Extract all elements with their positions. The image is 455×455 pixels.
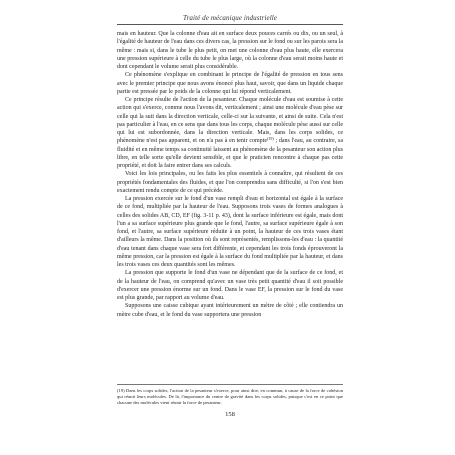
page-number: 158 <box>225 411 235 418</box>
paragraph-text: Ce principe résulte de l'action de la pesanteur. Chaque molécule d'eau est soumise à cette action qui s'exerce, comme nous l'avons dit, verticalement ; ainsi une molécule d'eau pèse sur celle qui la suit dans la direction verticale, celle-ci sur la suivante, et ainsi de suite. Cela n'est pas particulier à l'eau, en ce sens que dans tous les corps, chaque molécule pèse aussi sur celle qui lui est subordonnée, dans la direction verticale. Mais, dans les corps solides, ce phénomène n'est pas apparent, et on n'a pas à en tenir compte <box>117 97 343 145</box>
paragraph: Supposons une caisse cubique ayant intérieurement un mètre de côté ; elle contiendra un mètre cube d'eau, et le fond du vase supportera une pression <box>117 303 343 318</box>
header-rule <box>117 24 343 25</box>
footnote-marker: (19) <box>117 388 125 393</box>
footnote-text: Dans les corps solides, l'action de la pesanteur s'exerce, pour ainsi dire, en commun, à cause de la force de cohésion qui réunit leurs molécules. De là, l'importance du centre de gravité dans les corps solides, puisque c'est en ce point que chacune des molécules vient réunir la force de pesanteur. <box>117 388 343 406</box>
paragraph: La pression exercée sur le fond d'un vase rempli d'eau et horizontal est égale à la surface de ce fond, multipliée par la hauteur de l'eau. Supposons trois vases de formes analogues à celles des solides AB, CD, EF (fig. 3-11 p. 43), dont la surface inférieure est égale, mais dont l'un a sa surface supérieure plus grande que le fond, l'autre, sa surface supérieure égale à son fond, et l'autre, sa surface supérieure réduite à un point, la hauteur de ces trois vases étant d'ailleurs la même. Dans la position où ils sont représentés, remplissons-les d'eau : la quantité d'eau tenant dans chaque vase sera fort différente, et cependant les trois fonds éprouveront la même pression, car la pression est égale à la surface du fond multipliée par la hauteur, et dans les trois vases ces deux quantités sont les mêmes. <box>117 196 343 268</box>
footnote-reference[interactable]: (19) <box>267 136 274 142</box>
body-text <box>117 30 343 319</box>
paragraph-text-continued: ; dans l'eau, au contraire, sa fluidité et en même temps sa continuité laissent au phénomène de la pesanteur son action plus libre, en telle sorte qu'elle devient sensible, et que le praticien rencontre à chaque pas cette propriété, et doit la faire entrer dans ses calculs. <box>117 138 343 169</box>
paragraph: La pression que supporte le fond d'un vase ne dépendant que de la surface de ce fond, et de la hauteur de l'eau, on comprend qu'avec un vase très petit quantité d'eau il soit possible d'exercer une pression énorme sur un fond. Dans le vase EF, la pression sur le fond du vase est plus grande, par rapport au volume d'eau. <box>117 270 343 301</box>
paragraph <box>117 96 343 170</box>
running-title: Traité de mécanique industrielle <box>183 14 277 22</box>
paragraph: Voici les lois principales, ou les faits les plus essentiels à connaître, qui résultent de ces propriétés fondamentales des fluides, et que l'on comprendra sans difficulté, si l'on s'est bien exactement rendu compte de ce qui précède. <box>117 171 343 194</box>
paragraph: mais en hauteur. Que la colonne d'eau ait en surface deux pouces carrés ou dix, ou un seul, à l'égalité de hauteur de l'eau dans ces divers cas, la pression sur le fond ou sur les parois sera la même : mais si, dans le tube le plus petit, on met une colonne d'eau plus haute, elle exercera une pression supérieure à celle du tube le plus large, où la colonne d'eau serait moins haute et dont cependant le volume serait plus considérable. <box>117 31 343 70</box>
paragraph: Ce phénomène s'explique en combinant le principe de l'égalité de pression en tous sens avec le premier principe que nous avons énoncé plus haut, savoir, que dans un liquide chaque partie est pressée par le poids de la colonne qui lui répond verticalement. <box>117 72 343 95</box>
footnote <box>117 388 343 406</box>
footnote-rule <box>117 384 343 385</box>
